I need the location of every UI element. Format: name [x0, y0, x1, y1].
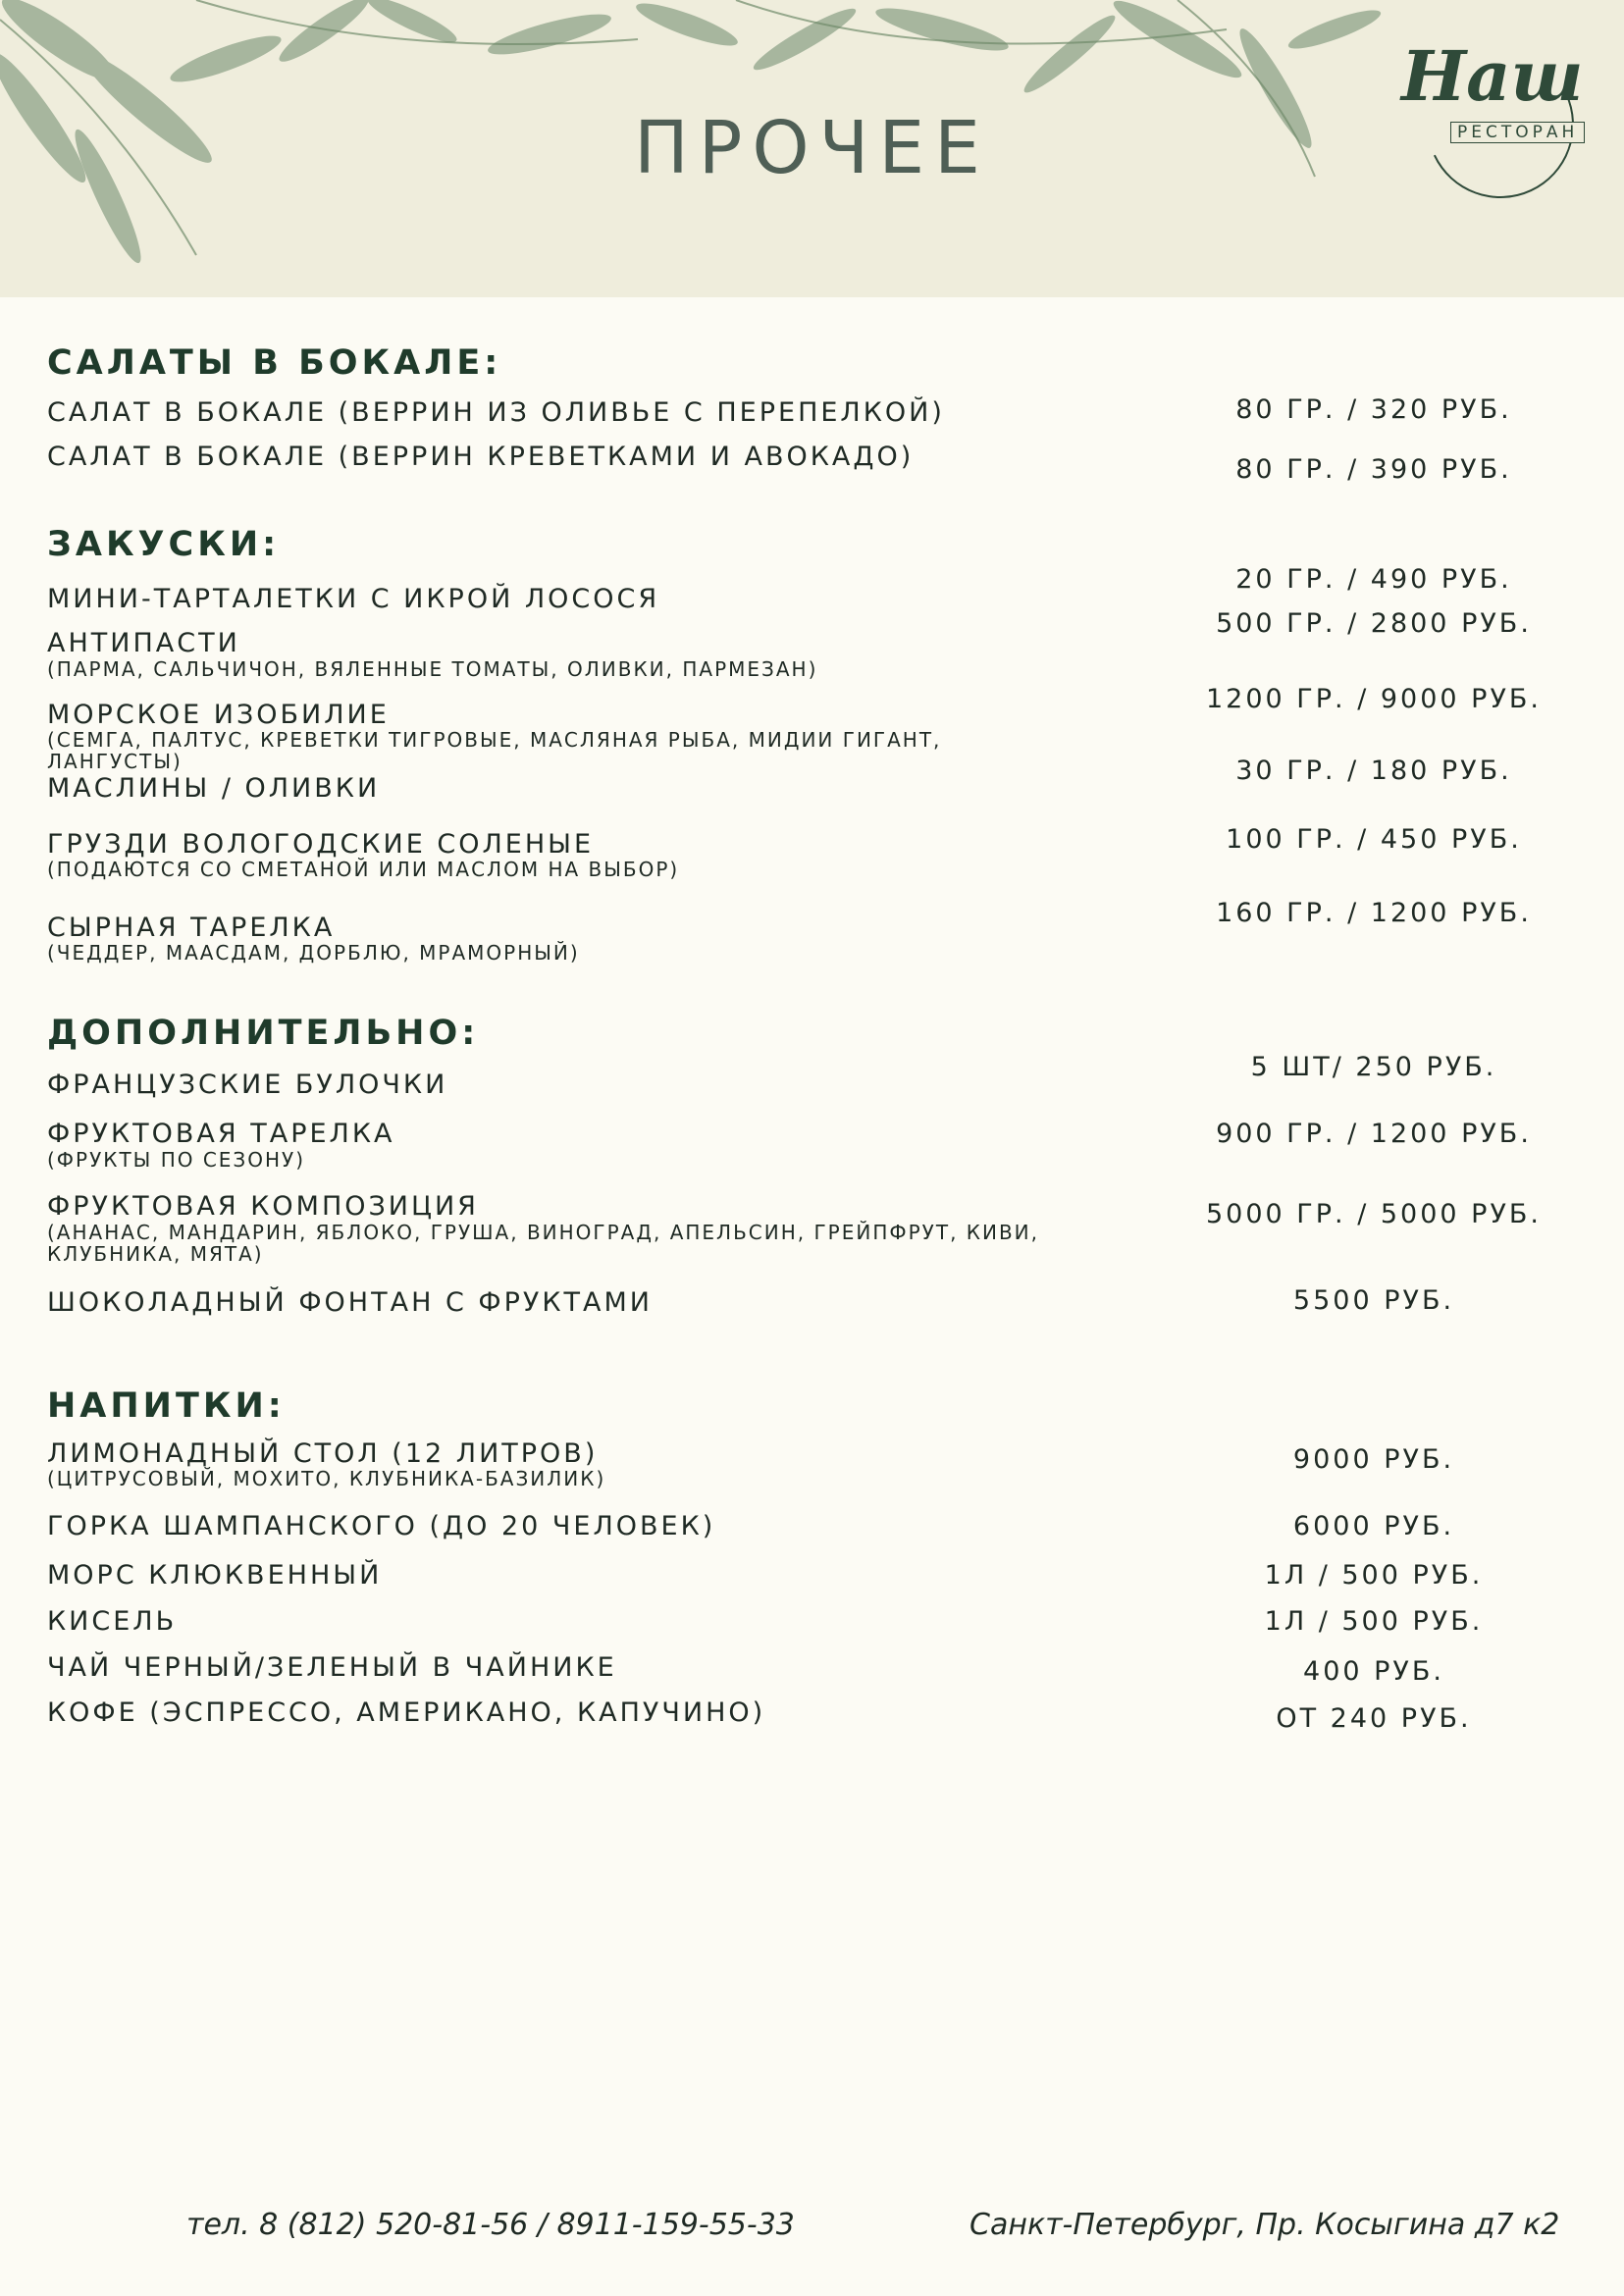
menu-item-price: 160 ГР. / 1200 РУБ. — [1216, 898, 1532, 928]
section-title-drinks: НАПИТКИ: — [47, 1386, 286, 1426]
menu-item-name: МИНИ-ТАРТАЛЕТКИ С ИКРОЙ ЛОСОСЯ — [47, 584, 660, 614]
menu-item-name: КИСЕЛЬ — [47, 1606, 178, 1637]
menu-item-price: 20 ГР. / 490 РУБ. — [1235, 564, 1512, 595]
menu-item-description: (ЧЕДДЕР, МААСДАМ, ДОРБЛЮ, МРАМОРНЫЙ) — [47, 941, 580, 965]
section-title-salads: САЛАТЫ В БОКАЛЕ: — [47, 343, 502, 383]
menu-item-name: ГОРКА ШАМПАНСКОГО (ДО 20 ЧЕЛОВЕК) — [47, 1511, 716, 1541]
menu-item-description: (ЦИТРУСОВЫЙ, МОХИТО, КЛУБНИКА-БАЗИЛИК) — [47, 1467, 606, 1490]
section-title-appetizers: ЗАКУСКИ: — [47, 525, 281, 564]
menu-item-description: (ПОДАЮТСЯ СО СМЕТАНОЙ ИЛИ МАСЛОМ НА ВЫБОР) — [47, 858, 680, 881]
header-banner — [0, 0, 1624, 297]
menu-item-description: (ФРУКТЫ ПО СЕЗОНУ) — [47, 1148, 306, 1172]
footer-phone: тел. 8 (812) 520-81-56 / 8911-159-55-33 — [186, 2208, 795, 2242]
menu-item-description: (АНАНАС, МАНДАРИН, ЯБЛОКО, ГРУША, ВИНОГРАД, АПЕЛЬСИН, ГРЕЙПФРУТ, КИВИ, КЛУБНИКА, МЯТА) — [47, 1221, 1039, 1266]
footer-address: Санкт-Петербург, Пр. Косыгина д7 к2 — [969, 2208, 1560, 2242]
menu-item-name: МОРСКОЕ ИЗОБИЛИЕ — [47, 700, 390, 730]
menu-item-name: МАСЛИНЫ / ОЛИВКИ — [47, 773, 381, 804]
menu-item-name: САЛАТ В БОКАЛЕ (ВЕРРИН ИЗ ОЛИВЬЕ С ПЕРЕПЕЛКОЙ) — [47, 397, 945, 428]
menu-item-name: ФРУКТОВАЯ КОМПОЗИЦИЯ — [47, 1191, 479, 1222]
menu-item-name: КОФЕ (ЭСПРЕССО, АМЕРИКАНО, КАПУЧИНО) — [47, 1697, 766, 1728]
menu-item-name: ФРАНЦУЗСКИЕ БУЛОЧКИ — [47, 1070, 448, 1100]
menu-item-price: 30 ГР. / 180 РУБ. — [1235, 756, 1512, 786]
menu-item-price: 400 РУБ. — [1303, 1656, 1444, 1687]
menu-item-price: 1200 ГР. / 9000 РУБ. — [1205, 684, 1543, 714]
logo-subtitle: РЕСТОРАН — [1450, 122, 1585, 143]
menu-item-name: СЫРНАЯ ТАРЕЛКА — [47, 913, 336, 943]
menu-item-name: САЛАТ В БОКАЛЕ (ВЕРРИН КРЕВЕТКАМИ И АВОКАДО) — [47, 442, 915, 472]
menu-item-price: 5500 РУБ. — [1292, 1285, 1455, 1316]
menu-item-price: 1Л / 500 РУБ. — [1264, 1606, 1484, 1637]
menu-item-price: 500 ГР. / 2800 РУБ. — [1216, 608, 1532, 639]
logo-word: Наш — [1401, 35, 1584, 117]
menu-item-name: ЛИМОНАДНЫЙ СТОЛ (12 ЛИТРОВ) — [47, 1438, 599, 1469]
menu-item-price: 5 ШТ/ 250 РУБ. — [1250, 1052, 1497, 1082]
menu-item-name: ГРУЗДИ ВОЛОГОДСКИЕ СОЛЕНЫЕ — [47, 829, 595, 860]
menu-item-price: 5000 ГР. / 5000 РУБ. — [1205, 1199, 1543, 1229]
restaurant-logo — [1391, 27, 1588, 184]
page-title: ПРОЧЕЕ — [634, 106, 990, 190]
menu-item-name: ШОКОЛАДНЫЙ ФОНТАН С ФРУКТАМИ — [47, 1287, 653, 1318]
menu-item-price: 80 ГР. / 320 РУБ. — [1235, 394, 1512, 425]
section-title-additional: ДОПОЛНИТЕЛЬНО: — [47, 1014, 480, 1053]
menu-item-price: 1Л / 500 РУБ. — [1264, 1560, 1484, 1591]
menu-item-price: 6000 РУБ. — [1292, 1511, 1455, 1541]
menu-item-description: (ПАРМА, САЛЬЧИЧОН, ВЯЛЕННЫЕ ТОМАТЫ, ОЛИВКИ, ПАРМЕЗАН) — [47, 657, 818, 681]
menu-item-price: 80 ГР. / 390 РУБ. — [1235, 454, 1512, 485]
menu-item-name: ЧАЙ ЧЕРНЫЙ/ЗЕЛЕНЫЙ В ЧАЙНИКЕ — [47, 1652, 617, 1683]
menu-item-name: АНТИПАСТИ — [47, 628, 240, 658]
menu-item-description: (СЕМГА, ПАЛТУС, КРЕВЕТКИ ТИГРОВЫЕ, МАСЛЯНАЯ РЫБА, МИДИИ ГИГАНТ, ЛАНГУСТЫ) — [47, 728, 942, 773]
menu-item-name: МОРС КЛЮКВЕННЫЙ — [47, 1560, 383, 1591]
menu-item-price: ОТ 240 РУБ. — [1276, 1703, 1472, 1734]
menu-item-name: ФРУКТОВАЯ ТАРЕЛКА — [47, 1119, 395, 1149]
menu-item-price: 900 ГР. / 1200 РУБ. — [1216, 1119, 1532, 1149]
menu-item-price: 9000 РУБ. — [1292, 1444, 1455, 1475]
menu-item-price: 100 ГР. / 450 РУБ. — [1226, 824, 1522, 855]
